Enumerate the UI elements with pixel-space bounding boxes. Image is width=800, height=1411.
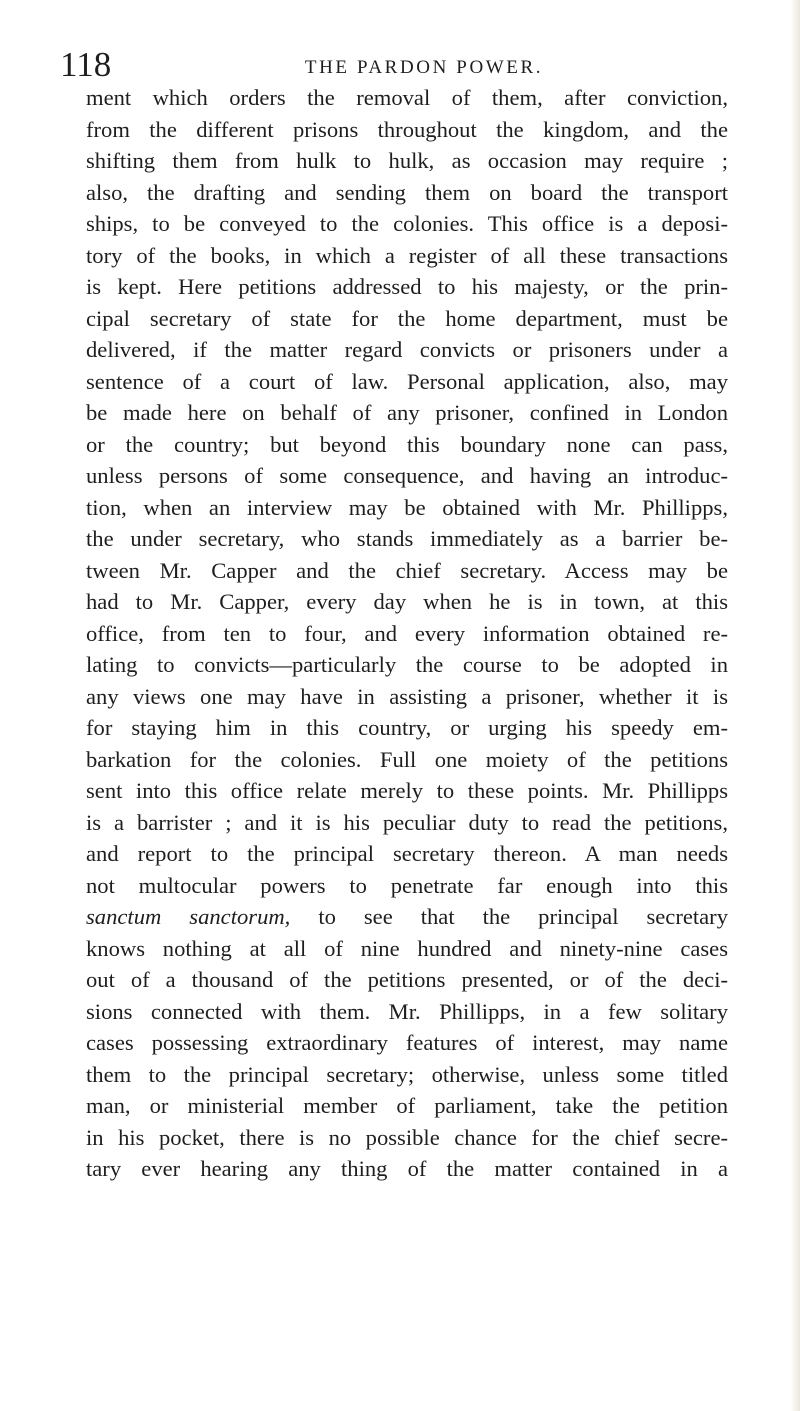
text-line: is a barrister ; and it is his peculiar duty to read the petitions, <box>86 809 728 835</box>
text-line: lating to convicts—particularly the course to be adopted in <box>86 652 728 677</box>
text-line: be made here on behalf of any prisoner, confined in London <box>86 400 728 425</box>
text-line: barkation for the colonies. Full one moiety of the petitions <box>86 746 728 772</box>
text-line: had to Mr. Capper, every day when he is in town, at this <box>86 589 728 614</box>
text-line: for staying him in this country, or urging his speedy em- <box>86 715 728 740</box>
text-line: cipal secretary of state for the home department, must be <box>86 305 728 331</box>
text-line: sentence of a court of law. Personal application, also, may <box>86 368 728 394</box>
text-line: sions connected with them. Mr. Phillipps, in a few solitary <box>86 998 728 1024</box>
text-line: from the different prisons throughout the kingdom, and the <box>86 116 728 142</box>
text-line: ships, to be conveyed to the colonies. This office is a deposi- <box>86 211 728 236</box>
text-line: not multocular powers to penetrate far enough into this <box>86 872 728 898</box>
text-line: delivered, if the matter regard convicts or prisoners under a <box>86 337 728 362</box>
text-line: office, from ten to four, and every information obtained re- <box>86 620 728 646</box>
running-title: THE PARDON POWER. <box>304 57 544 78</box>
page-edge-shading <box>790 0 800 1411</box>
text-line: them to the principal secretary; otherwise, unless some titled <box>86 1061 728 1087</box>
text-line: any views one may have in assisting a prisoner, whether it is <box>86 683 728 709</box>
text-line: or the country; but beyond this boundary none can pass, <box>86 431 728 457</box>
page-number: 118 <box>60 45 112 84</box>
text-line: the under secretary, who stands immediately as a barrier be- <box>86 526 728 551</box>
text-line: and report to the principal secretary thereon. A man needs <box>86 841 728 866</box>
latin-phrase: sanctum sanctorum, <box>86 904 291 929</box>
text-line: tween Mr. Capper and the chief secretary. Access may be <box>86 557 728 583</box>
text-line-rest: to see that the principal secretary <box>290 904 728 929</box>
text-line: knows nothing at all of nine hundred and ninety-nine cases <box>86 935 728 961</box>
text-line: out of a thousand of the petitions presented, or of the deci- <box>86 967 728 992</box>
text-line: cases possessing extraordinary features of interest, may name <box>86 1030 728 1055</box>
text-line: ment which orders the removal of them, after conviction, <box>86 85 728 110</box>
text-line-italic-phrase <box>86 901 728 933</box>
text-line: also, the drafting and sending them on board the transport <box>86 179 728 205</box>
text-line: tion, when an interview may be obtained with Mr. Phillipps, <box>86 494 728 520</box>
text-line: in his pocket, there is no possible chance for the chief secre- <box>86 1124 728 1150</box>
text-line: man, or ministerial member of parliament, take the petition <box>86 1093 728 1118</box>
text-line: shifting them from hulk to hulk, as occasion may require ; <box>86 148 728 173</box>
text-line: tory of the books, in which a register of all these transactions <box>86 242 728 268</box>
text-line: is kept. Here petitions addressed to his majesty, or the prin- <box>86 274 728 299</box>
text-line: tary ever hearing any thing of the matter contained in a <box>86 1156 728 1181</box>
body-text <box>86 82 728 1185</box>
page-header <box>60 45 728 85</box>
text-line: unless persons of some consequence, and having an introduc- <box>86 463 728 488</box>
text-line: sent into this office relate merely to these points. Mr. Phillipps <box>86 778 728 803</box>
